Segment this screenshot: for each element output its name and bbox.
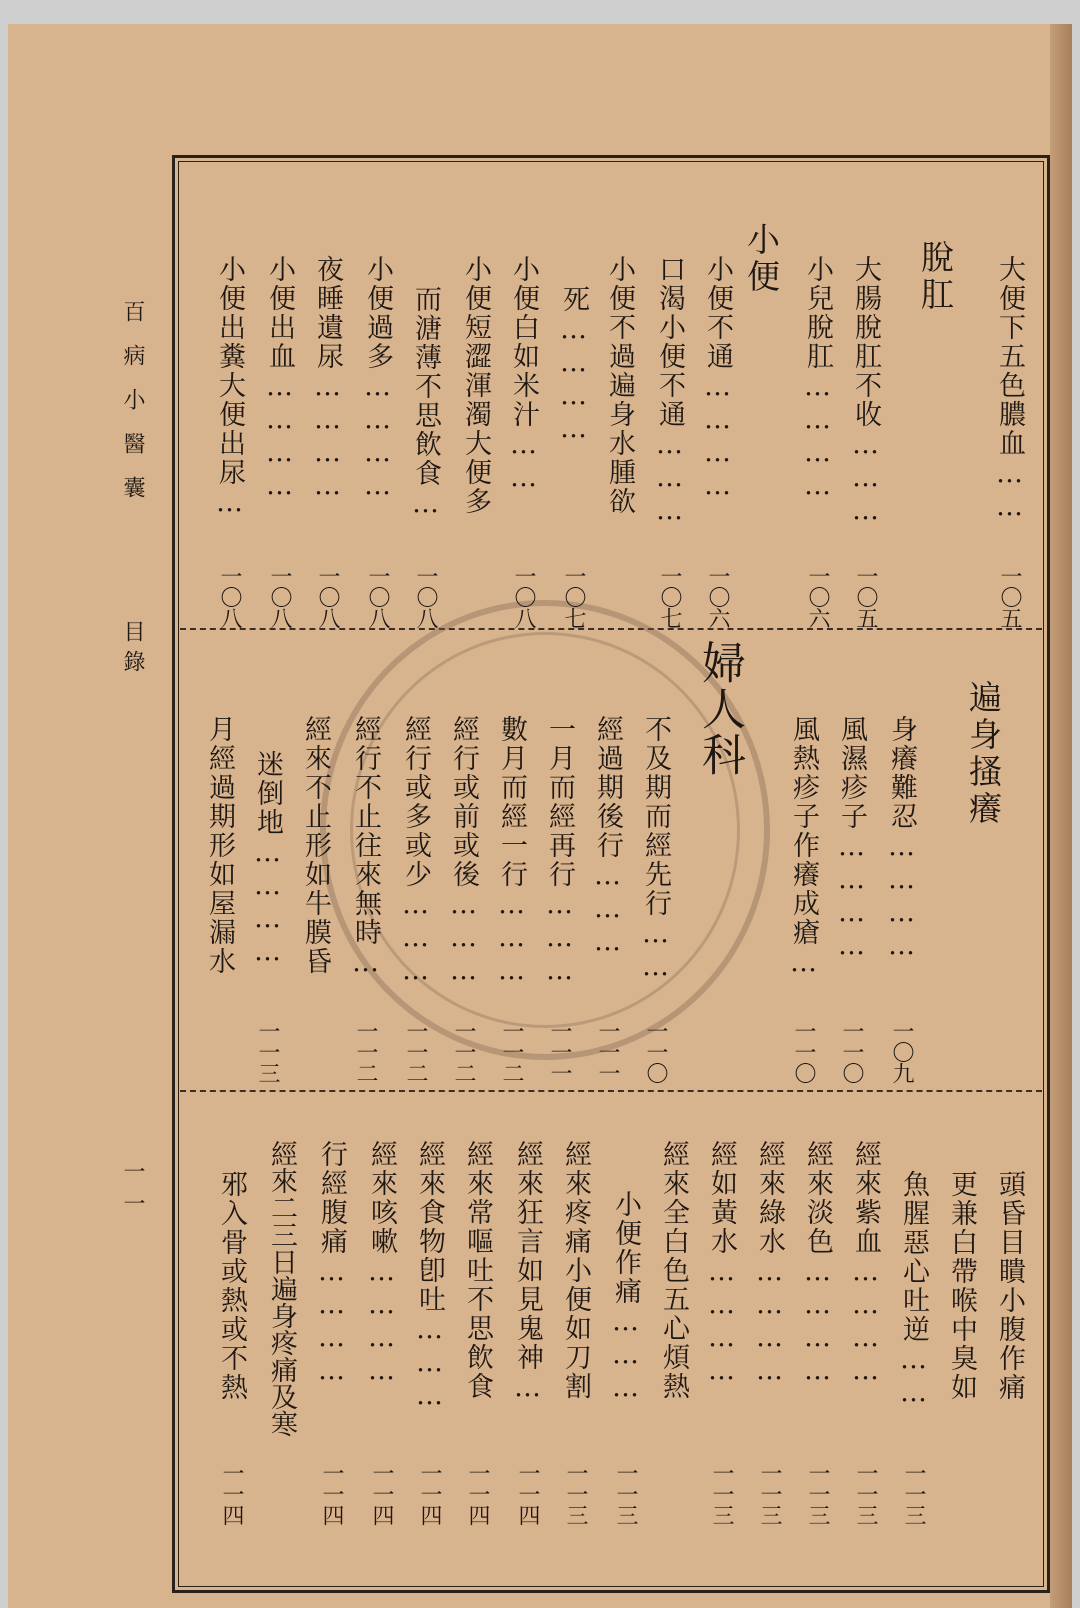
page-ref: 一一一 [547, 1020, 572, 1083]
page-ref: 一〇五 [853, 565, 878, 628]
page-ref: 一〇五 [997, 565, 1022, 628]
page-ref: 一一〇 [791, 1020, 816, 1083]
page-ref: 一一四 [319, 1462, 344, 1525]
toc-entry: 經來綠水………… [754, 1140, 785, 1388]
toc-entry: 一月而經再行……… [544, 715, 575, 988]
toc-entry: 小便不過遍身水腫欲 [604, 255, 635, 516]
toc-entry: 經來淡色………… [802, 1140, 833, 1388]
page-ref: 一一二 [451, 1020, 476, 1083]
toc-entry: 經行或多或少……… [400, 715, 431, 988]
toc-entry-cont: 而溏薄不思飲食… [410, 285, 441, 521]
page-number: 一一 [120, 1160, 145, 1224]
toc-entry: 大便下五色膿血…… [994, 255, 1025, 524]
section-heading: 遍身搔癢 [964, 680, 1003, 828]
toc-entry-cont: 魚腥惡心吐逆…… [898, 1170, 929, 1410]
toc-entry-cont: 邪入骨或熱或不熱 [216, 1170, 247, 1402]
page-ref: 一一三 [805, 1462, 830, 1525]
page-ref: 一〇六 [705, 565, 730, 628]
toc-entry: 風熱疹子作癢成瘡… [788, 715, 819, 980]
toc-entry: 小便過多………… [362, 255, 393, 503]
toc-entry: 行經腹痛………… [316, 1140, 347, 1388]
page-ref: 一一〇 [643, 1020, 668, 1083]
section-heading: 小便 [742, 222, 781, 296]
page-ref: 一〇八 [267, 565, 292, 628]
page-ref: 一〇六 [805, 565, 830, 628]
toc-entry: 經來紫血………… [850, 1140, 881, 1388]
toc-entry: 經來疼痛小便如刀割 [560, 1140, 591, 1401]
toc-entry: 經來咳嗽………… [366, 1140, 397, 1388]
page-ref: 一〇八 [413, 565, 438, 628]
toc-entry: 數月而經一行……… [496, 715, 527, 988]
toc-entry: 小便白如米汁…… [508, 255, 539, 495]
toc-entry: 經如黃水………… [706, 1140, 737, 1388]
section-divider [180, 1090, 1042, 1092]
page-ref: 一〇八 [511, 565, 536, 628]
toc-entry-cont: 小便作痛……… [610, 1190, 641, 1405]
toc-entry: 風濕疹子………… [836, 715, 867, 963]
toc-entry: 經行或前或後……… [448, 715, 479, 988]
toc-entry: 口渴小便不通……… [654, 255, 685, 528]
toc-entry: 不及期而經先行…… [640, 715, 671, 984]
page-ref: 一〇八 [365, 565, 390, 628]
page-ref: 一一二 [353, 1020, 378, 1083]
toc-entry-cont: 死………… [558, 285, 589, 446]
toc-entry: 小便不通………… [702, 255, 733, 503]
toc-entry: 頭昏目瞶小腹作痛 [994, 1170, 1025, 1402]
section-heading: 婦人科 [694, 640, 745, 778]
page-ref: 一一四 [369, 1462, 394, 1525]
toc-entry: 大腸脫肛不收……… [850, 255, 881, 528]
toc-entry-cont: 迷倒地………… [252, 750, 283, 969]
toc-entry: 經來常嘔吐不思飲食 [462, 1140, 493, 1401]
page-ref: 一一四 [515, 1462, 540, 1525]
toc-entry: 小便出血………… [264, 255, 295, 503]
page-ref: 一〇七 [657, 565, 682, 628]
page-ref: 一一三 [853, 1462, 878, 1525]
toc-entry: 小兒脫肛………… [802, 255, 833, 503]
page-ref: 一〇八 [315, 565, 340, 628]
page-ref: 一〇九 [889, 1020, 914, 1083]
toc-entry: 經過期後行……… [592, 715, 623, 959]
toc-entry: 經來全白色五心煩熱 [658, 1140, 689, 1401]
section-heading: 脫肛 [916, 240, 955, 314]
toc-entry: 月經過期形如屋漏水 [204, 715, 235, 976]
toc-entry-cont: 更兼白帶喉中臭如 [946, 1170, 977, 1402]
page-ref: 一一四 [219, 1462, 244, 1525]
toc-entry: 小便出糞大便出尿… [214, 255, 245, 520]
page-ref: 一一四 [417, 1462, 442, 1525]
page-ref: 一一三 [757, 1462, 782, 1525]
book-title: 百病小醫囊 [120, 300, 145, 520]
toc-entry: 身癢難忍………… [886, 715, 917, 963]
page-ref: 一一四 [465, 1462, 490, 1525]
page-ref: 一一三 [255, 1020, 280, 1083]
page-ref: 一一二 [403, 1020, 428, 1083]
toc-entry: 經行不止往來無時… [350, 715, 381, 980]
toc-entry: 經來狂言如見鬼神… [512, 1140, 543, 1405]
page-ref: 一一一 [595, 1020, 620, 1083]
page-ref: 一一三 [563, 1462, 588, 1525]
toc-entry: 經來食物卽吐……… [414, 1140, 445, 1413]
toc-entry: 經來不止形如牛膜昏 [300, 715, 331, 976]
page-ref: 一一三 [709, 1462, 734, 1525]
page-ref: 一一〇 [839, 1020, 864, 1083]
page-ref: 一〇七 [561, 565, 586, 628]
page-ref: 一〇八 [217, 565, 242, 628]
toc-entry: 經來二三日遍身疼痛及寒 [266, 1140, 297, 1437]
page-ref: 一一二 [499, 1020, 524, 1083]
page-edge [1050, 24, 1072, 1608]
page-ref: 一一三 [613, 1462, 638, 1525]
page-ref: 一一三 [901, 1462, 926, 1525]
toc-entry: 小便短澀渾濁大便多 [460, 255, 491, 516]
toc-entry: 夜睡遺尿………… [312, 255, 343, 503]
section-label: 目錄 [120, 620, 145, 680]
